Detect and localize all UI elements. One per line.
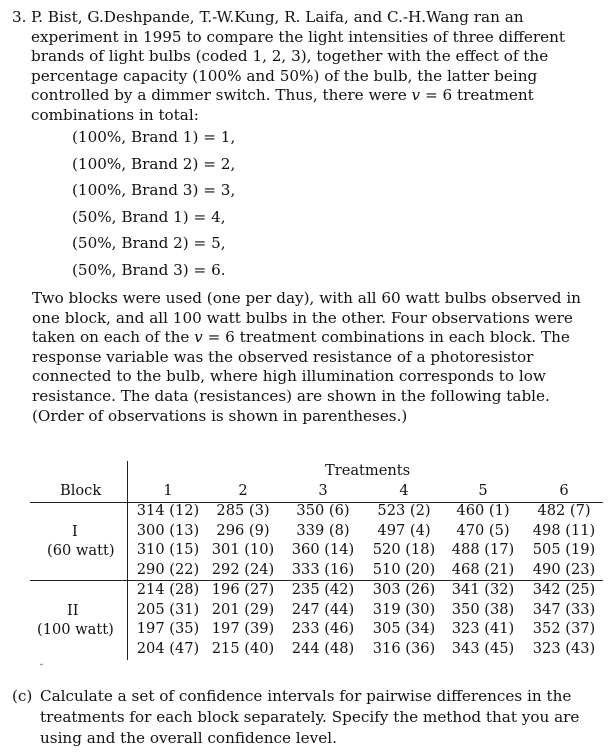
treatment-column-header: 5: [478, 482, 488, 499]
observation-cell: 205 (31): [136, 600, 200, 618]
treatment-column-header: 3: [318, 482, 328, 499]
observation-cell: 352 (37): [532, 620, 596, 638]
observation-cell: 490 (23): [532, 560, 596, 578]
observation-cell: 470 (5): [456, 521, 510, 539]
observation-cell: 488 (17): [451, 541, 515, 559]
observation-cell: 523 (2): [377, 502, 431, 519]
observation-cell: 233 (46): [291, 620, 355, 638]
observation-cell: 247 (44): [291, 600, 355, 618]
observation-cell: 300 (13): [136, 521, 200, 539]
math-v: v: [411, 86, 421, 105]
observation-cell: 520 (18): [372, 541, 436, 559]
observation-cell: 323 (41): [451, 620, 515, 638]
observation-cell: 285 (3): [216, 502, 270, 519]
observation-cell: 482 (7): [537, 502, 591, 519]
intro-text-part: P. Bist, G.Deshpande, T.-W.Kung, R. Laifa, and C.-H.Wang ran an experiment in 1995 to compare the light intensities of three different brands of light bulbs (coded 1, 2, 3), together with the effect of the percentage capacity (100% and 50%) of the bulb, the latter being controlled by a dimmer switch. Thus, there were: [31, 8, 566, 105]
block-label-i: I: [72, 523, 78, 540]
observation-cell: 310 (15): [136, 541, 200, 559]
part-c-text: Calculate a set of confidence intervals for pairwise differences in the treatments for each block separately. Specify the method that you are using and the overall confidence level.: [40, 687, 580, 747]
block-header: Block: [60, 482, 102, 499]
observation-cell: 333 (16): [291, 560, 355, 578]
observation-cell: 468 (21): [451, 560, 515, 578]
treatment-combination: (100%, Brand 3) = 3,: [72, 181, 236, 200]
observation-cell: 305 (34): [372, 620, 436, 638]
treatment-combination: (100%, Brand 1) = 1,: [72, 128, 236, 146]
observation-cell: 342 (25): [532, 581, 596, 598]
observation-cell: 319 (30): [372, 600, 436, 618]
math-v: v: [194, 328, 203, 347]
observation-cell: 510 (20): [372, 560, 436, 578]
part-c-label: (c): [12, 687, 33, 705]
observation-cell: 316 (36): [372, 639, 436, 657]
observation-cell: 197 (35): [136, 620, 200, 638]
observation-cell: 301 (10): [211, 541, 275, 559]
paragraph-text-part: = 6 treatment combinations in each block. The response variable was the observed resistance of a photoresistor connected to the bulb, where high illumination corresponds to low resistance. The data (resistances) are shown in the following table. (Order of observations is shown in parentheses.): [32, 328, 570, 425]
block-label-ii: II: [67, 602, 79, 619]
block-sublabel-100-watt: (100 watt): [37, 621, 114, 638]
observation-cell: 350 (38): [451, 600, 515, 618]
paragraph-text-part: Two blocks were used (one per day), with all 60 watt bulbs observed in one block, and all 100 watt bulbs in the other. Four observations were taken on each of the: [32, 289, 581, 347]
observation-cell: 214 (28): [136, 581, 200, 598]
treatment-combination: (50%, Brand 2) = 5,: [72, 234, 226, 253]
part-c-question: [12, 686, 592, 749]
observation-cell: 350 (6): [296, 502, 350, 519]
treatments-header: Treatments: [325, 462, 411, 479]
problem-number: 3.: [12, 8, 27, 26]
observation-cell: 215 (40): [211, 639, 275, 657]
observation-cell: 347 (33): [532, 600, 596, 618]
observation-cell: 235 (42): [291, 581, 355, 598]
observation-cell: 197 (39): [211, 620, 275, 638]
treatment-combination: (100%, Brand 2) = 2,: [72, 154, 236, 173]
observation-cell: 201 (29): [211, 600, 275, 618]
treatment-column-header: 6: [559, 482, 569, 499]
observation-cell: 360 (14): [291, 541, 355, 559]
observation-cell: 244 (48): [291, 639, 355, 657]
treatment-combination: (50%, Brand 1) = 4,: [72, 207, 226, 226]
stray-mark: ˘: [39, 664, 44, 675]
observation-cell: 314 (12): [136, 502, 200, 519]
treatment-combination: (50%, Brand 3) = 6.: [72, 260, 226, 279]
observation-cell: 292 (24): [211, 560, 275, 578]
observation-cell: 290 (22): [136, 560, 200, 578]
observation-cell: 323 (43): [532, 639, 596, 657]
observation-cell: 498 (11): [532, 521, 596, 539]
intro-text-part: = 6 treatment combinations in total:: [31, 86, 534, 124]
table-vertical-rule: [127, 461, 128, 660]
treatment-column-header: 1: [163, 482, 173, 499]
observation-cell: 303 (26): [372, 581, 436, 598]
observation-cell: 196 (27): [211, 581, 275, 598]
observation-cell: 339 (8): [296, 521, 350, 539]
observation-cell: 505 (19): [532, 541, 596, 559]
block-sublabel-60-watt: (60 watt): [47, 542, 115, 559]
observation-cell: 341 (32): [451, 581, 515, 598]
observation-cell: 296 (9): [216, 521, 270, 539]
observation-cell: 460 (1): [456, 502, 510, 519]
treatment-column-header: 2: [238, 482, 248, 499]
observation-cell: 497 (4): [377, 521, 431, 539]
observation-cell: 204 (47): [136, 639, 200, 657]
observation-cell: 343 (45): [451, 639, 515, 657]
treatment-column-header: 4: [399, 482, 409, 499]
